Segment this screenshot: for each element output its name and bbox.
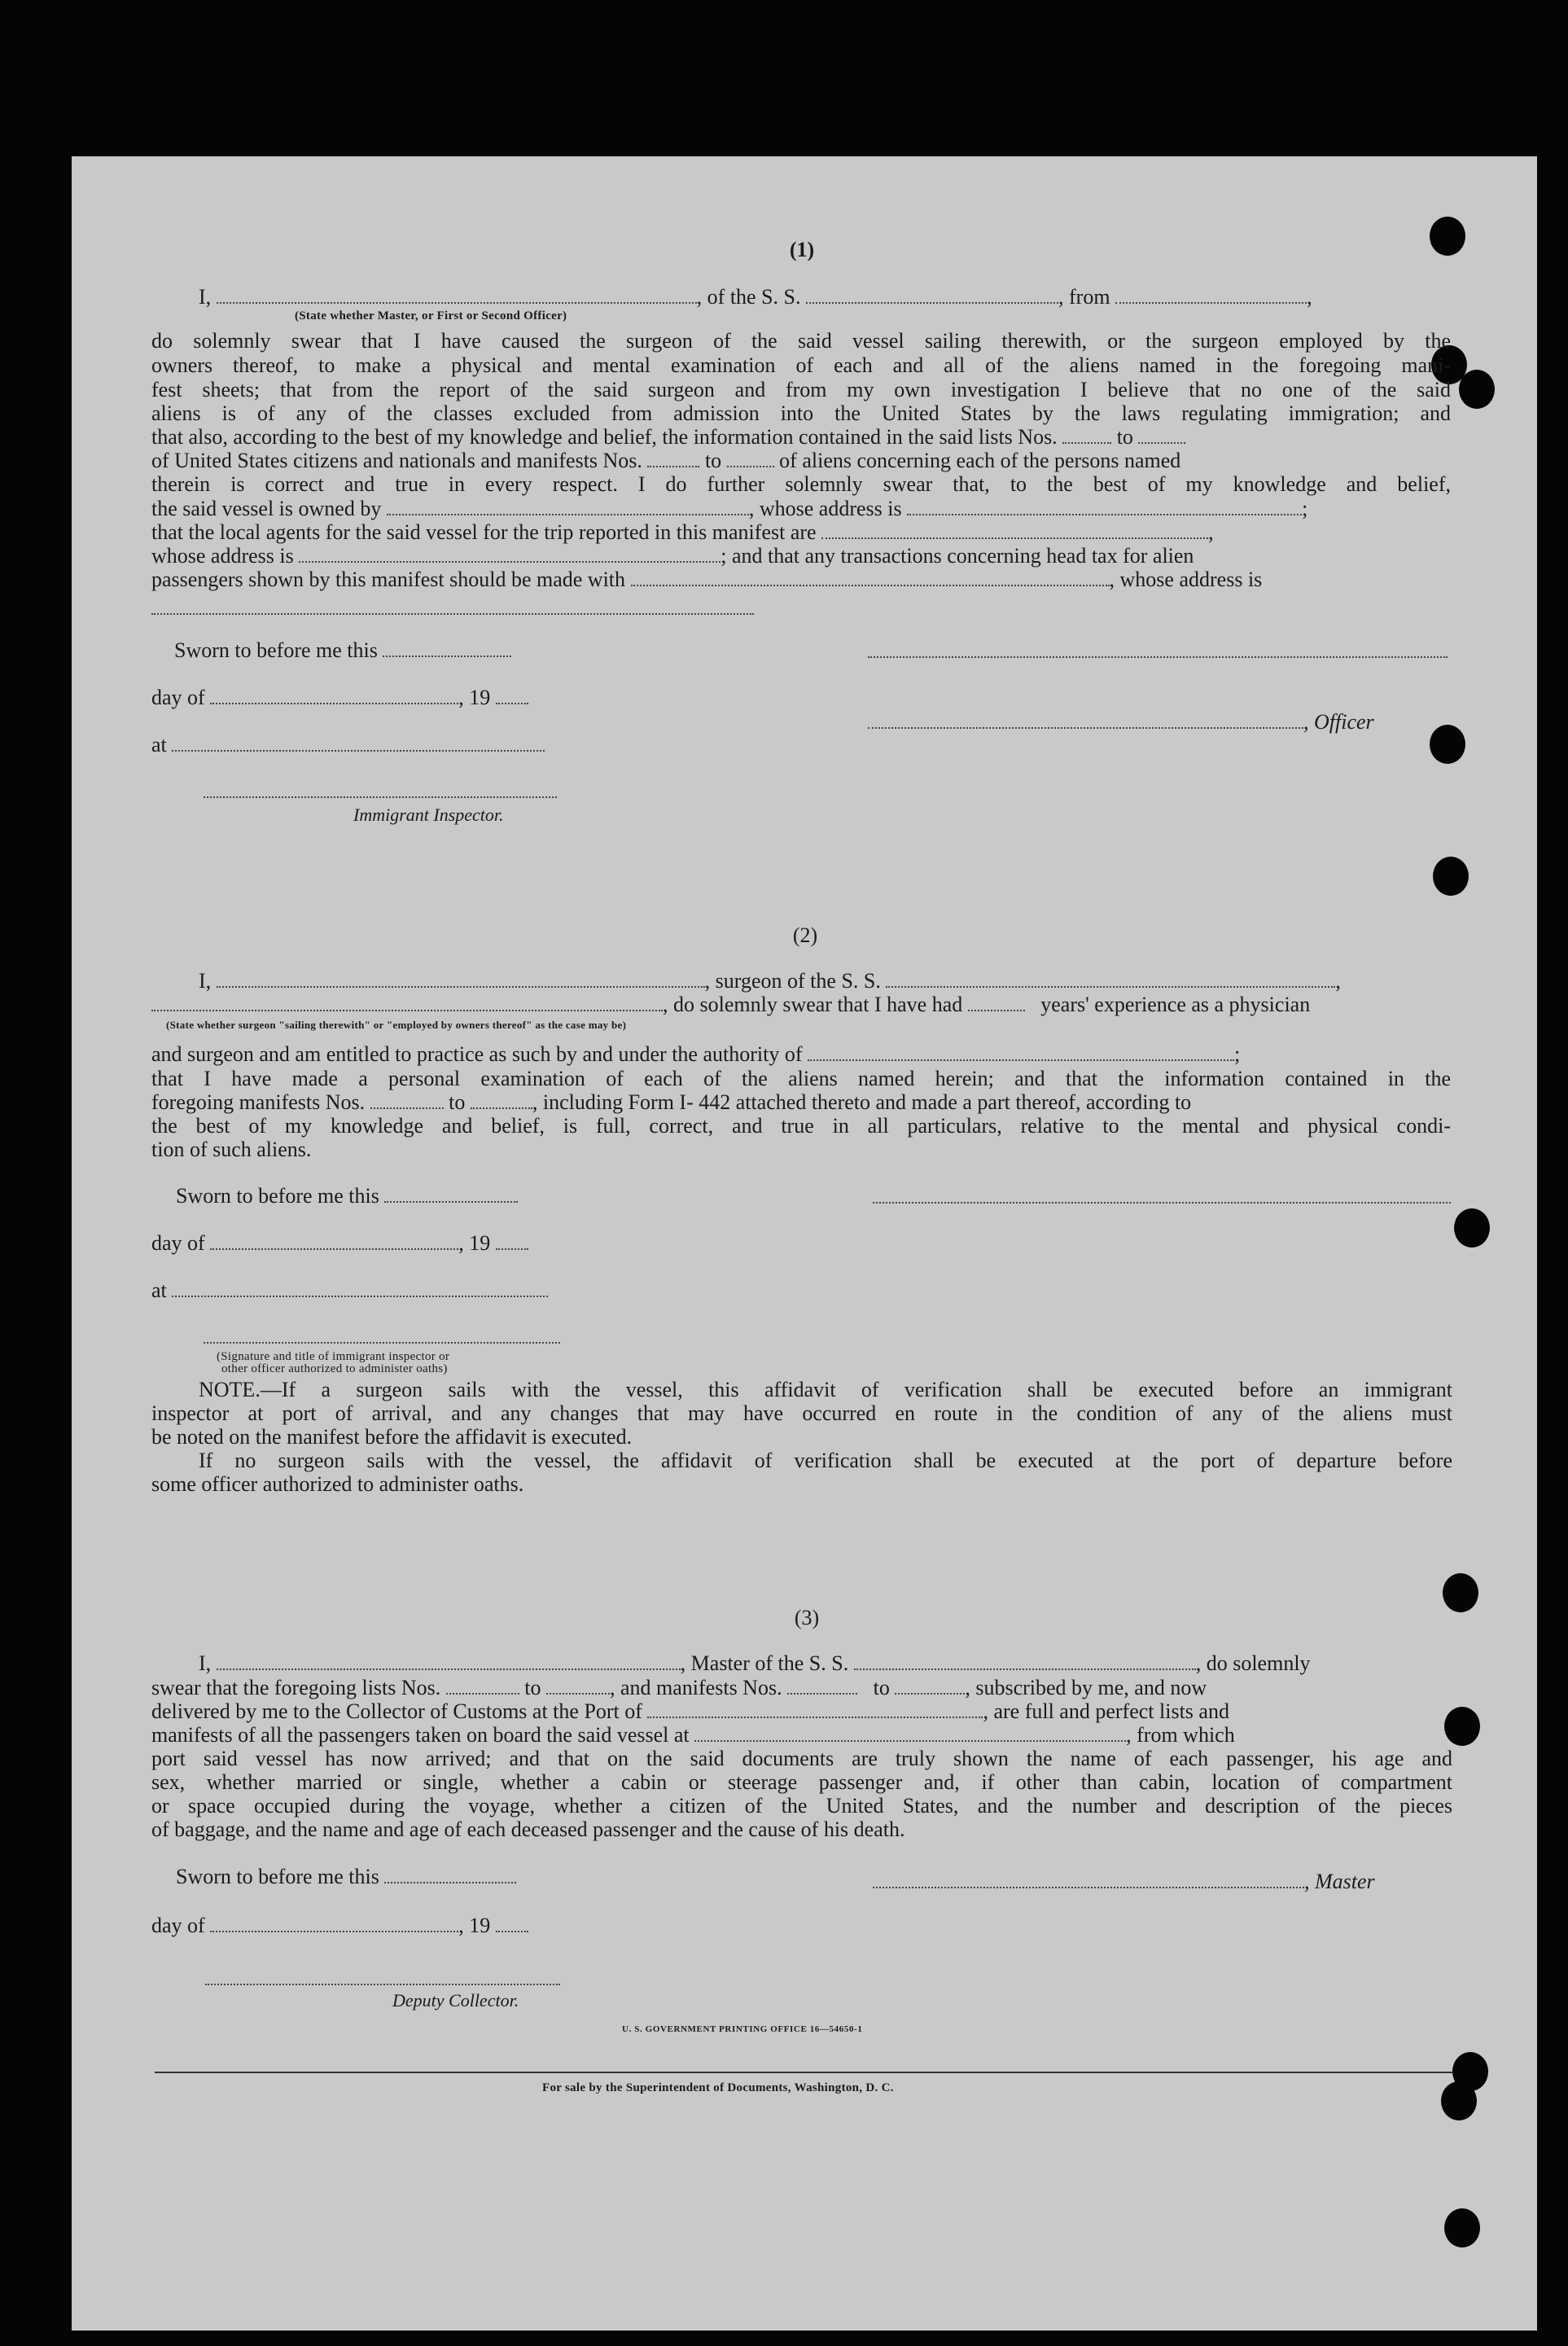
s1-l7-c: of aliens concerning each of the persons named (779, 449, 1181, 472)
s2-l2-a: , do solemnly swear that I have had (663, 993, 963, 1016)
s1-line-4: fest sheets; that from the report of the said surgeon and from my own investigation I believe that no one of the said (151, 378, 1451, 401)
s2-line-5 (151, 1090, 1191, 1115)
s3-sworn-label: Sworn to before me this (176, 1865, 379, 1888)
s2-line-7: tion of such aliens. (151, 1138, 312, 1161)
s3-l3-a: delivered by me to the Collector of Customs at the Port of (151, 1699, 642, 1723)
s3-line-3 (151, 1699, 1229, 1724)
s2-line-2 (151, 993, 1310, 1017)
s2-note-4: If no surgeon sails with the vessel, the affidavit of verification shall be executed at the port of departure before (199, 1449, 1452, 1472)
binder-hole (1444, 2208, 1480, 2247)
s2-line-1 (199, 969, 1341, 993)
s1-inspector-line (204, 796, 557, 798)
s2-surgeon-note: (State whether surgeon "sailing therewith" or "employed by owners thereof" as the case may be) (166, 1019, 627, 1031)
binder-hole (1459, 370, 1495, 409)
s1-officer-line (868, 710, 1374, 734)
s1-line-7 (151, 449, 1180, 473)
s1-line-12 (151, 568, 1262, 592)
s2-line-4: that I have made a personal examination of each of the aliens named herein; and that the information contained in the (151, 1067, 1451, 1090)
s1-signature-line (868, 656, 1448, 658)
s3-line-8: of baggage, and the name and age of each deceased passenger and the cause of his death. (151, 1818, 905, 1841)
s2-day-label: day of (151, 1231, 205, 1255)
s2-note-1: NOTE.—If a surgeon sails with the vessel, this affidavit of verification shall be executed before an immigrant (199, 1378, 1452, 1401)
s1-year-label: , 19 (458, 686, 491, 709)
s3-l1-c: , do solemnly (1195, 1651, 1311, 1675)
s2-l5-a: foregoing manifests Nos. (151, 1090, 366, 1114)
s2-line-6: the best of my knowledge and belief, is full, correct, and true in all particulars, relative to the mental and physical condi- (151, 1114, 1451, 1138)
section-1-heading: (1) (789, 238, 815, 261)
s3-line-5: port said vessel has now arrived; and that on the said documents are truly shown the name of each passenger, his age and (151, 1747, 1452, 1770)
s1-officer-label: , Officer (1303, 710, 1374, 734)
s2-l1-b: , surgeon of the S. S. (704, 969, 881, 993)
s3-deputy-label: Deputy Collector. (392, 1990, 519, 2011)
s1-line-1 (199, 285, 1312, 309)
s3-l2-d: to (873, 1676, 890, 1699)
s2-l5-c: , including Form I- 442 attached thereto and made a part thereof, according to (532, 1090, 1192, 1114)
s1-line-2: do solemnly swear that I have caused the surgeon of the said vessel sailing therewith, or the surgeon employed by the (151, 329, 1451, 353)
s2-note-5: some officer authorized to administer oaths. (151, 1472, 524, 1496)
s1-l11-b: ; and that any transactions concerning head tax for alien (720, 544, 1194, 568)
s1-l1-a: I, (199, 285, 212, 309)
s1-l1-b: , of the S. S. (696, 285, 801, 309)
s1-l7-a: of United States citizens and nationals and manifests Nos. (151, 449, 642, 472)
s3-day (151, 1914, 528, 1938)
s1-l9-a: the said vessel is owned by (151, 497, 382, 520)
s2-line-3 (151, 1042, 1240, 1067)
s1-sworn (174, 638, 511, 663)
s3-l3-b: , are full and perfect lists and (983, 1699, 1229, 1723)
s3-line-2 (151, 1676, 1207, 1700)
s2-l3-b: ; (1234, 1042, 1241, 1066)
s1-line-3: owners thereof, to make a physical and mental examination of each and all of the aliens named in the foregoing mani- (151, 353, 1451, 377)
s2-l3-a: and surgeon and am entitled to practice as such by and under the authority of (151, 1042, 803, 1066)
s3-l4-a: manifests of all the passengers taken on board the said vessel at (151, 1723, 690, 1747)
s3-l2-b: to (524, 1676, 541, 1699)
s1-l6-b: to (1116, 425, 1133, 449)
s1-at (151, 733, 545, 757)
binder-hole (1433, 857, 1469, 896)
sale-notice: For sale by the Superintendent of Documents, Washington, D. C. (542, 2081, 894, 2094)
s3-l1-a: I, (199, 1651, 212, 1675)
s2-sworn (176, 1184, 518, 1208)
s3-collector-line (205, 1984, 560, 1985)
binder-hole (1443, 1573, 1478, 1612)
s3-l2-c: , and manifests Nos. (610, 1676, 782, 1699)
s3-line-1 (199, 1651, 1311, 1676)
binder-hole (1441, 2081, 1477, 2120)
s3-l4-b: , from which (1126, 1723, 1235, 1747)
s1-inspector-label: Immigrant Inspector. (353, 805, 504, 825)
s1-at-label: at (151, 733, 167, 756)
s1-line-11 (151, 544, 1194, 568)
s3-l2-e: , subscribed by me, and now (965, 1676, 1207, 1699)
s1-l1-d: , (1307, 285, 1312, 309)
s3-line-6: sex, whether married or single, whether a cabin or steerage passenger and, if other than cabin, location of compartment (151, 1770, 1452, 1794)
s2-l1-c: , (1335, 969, 1341, 993)
section-3-heading: (3) (794, 1606, 820, 1629)
s3-sworn (176, 1865, 516, 1889)
section-2-heading: (2) (792, 923, 818, 947)
s2-sig-note-2: other officer authorized to administer oaths) (221, 1362, 448, 1375)
form-page (72, 156, 1537, 2331)
s1-l10-a: that the local agents for the said vessel for the trip reported in this manifest are (151, 520, 817, 544)
s1-officer-note: (State whether Master, or First or Second Officer) (295, 309, 567, 322)
binder-hole (1430, 725, 1465, 764)
binder-hole (1454, 1208, 1490, 1248)
s1-l9-b: , whose address is (748, 497, 902, 520)
s2-signature-line (873, 1202, 1451, 1204)
s1-l9-c: ; (1302, 497, 1308, 520)
s2-l5-b: to (449, 1090, 466, 1114)
s1-l12-b: , whose address is (1109, 568, 1263, 591)
gpo-imprint: U. S. GOVERNMENT PRINTING OFFICE 16—54650-1 (622, 2024, 863, 2034)
s1-line-9 (151, 497, 1307, 521)
s2-sworn-label: Sworn to before me this (176, 1184, 379, 1208)
s2-at (151, 1278, 548, 1303)
s1-l10-b: , (1208, 520, 1214, 544)
s3-l1-b: , Master of the S. S. (680, 1651, 849, 1675)
s1-l1-c: , from (1058, 285, 1110, 309)
s2-day (151, 1231, 528, 1256)
s1-l6-a: that also, according to the best of my knowledge and belief, the information contained in the said lists Nos. (151, 425, 1058, 449)
s2-l1-a: I, (199, 969, 212, 993)
footer-rule (155, 2072, 1452, 2073)
s3-line-4 (151, 1723, 1235, 1747)
s1-sworn-label: Sworn to before me this (174, 638, 378, 662)
s1-address-line (151, 597, 754, 615)
s3-master-label: , Master (1304, 1870, 1375, 1893)
s1-line-5: aliens is of any of the classes excluded from admission into the United States by the laws regulating immigration; and (151, 401, 1451, 425)
s3-master-line (873, 1870, 1375, 1894)
s3-line-7: or space occupied during the voyage, whether a citizen of the United States, and the number and description of the pieces (151, 1794, 1452, 1818)
s3-day-label: day of (151, 1914, 205, 1937)
s1-day-label: day of (151, 686, 205, 709)
s1-line-10 (151, 520, 1214, 545)
s2-l2-b: years' experience as a physician (1040, 993, 1311, 1016)
binder-hole (1430, 217, 1465, 256)
s2-at-label: at (151, 1278, 167, 1302)
s1-line-8: therein is correct and true in every respect. I do further solemnly swear that, to the best of my knowledge and belief, (151, 472, 1451, 496)
s2-sig-note-1: (Signature and title of immigrant inspector or (217, 1350, 450, 1363)
s2-signature-officer-line (204, 1342, 560, 1344)
s1-l7-b: to (704, 449, 722, 472)
binder-hole (1444, 1707, 1480, 1746)
s3-year-label: , 19 (458, 1914, 491, 1937)
s1-l12-a: passengers shown by this manifest should be made with (151, 568, 626, 591)
s2-note-3: be noted on the manifest before the affidavit is executed. (151, 1425, 633, 1449)
s2-note-2: inspector at port of arrival, and any changes that may have occurred en route in the condition of any of the aliens must (151, 1401, 1452, 1425)
s1-line-6 (151, 425, 1185, 449)
s1-day (151, 686, 528, 710)
s1-l11-a: whose address is (151, 544, 294, 568)
s2-year-label: , 19 (458, 1231, 491, 1255)
s3-l2-a: swear that the foregoing lists Nos. (151, 1676, 441, 1699)
